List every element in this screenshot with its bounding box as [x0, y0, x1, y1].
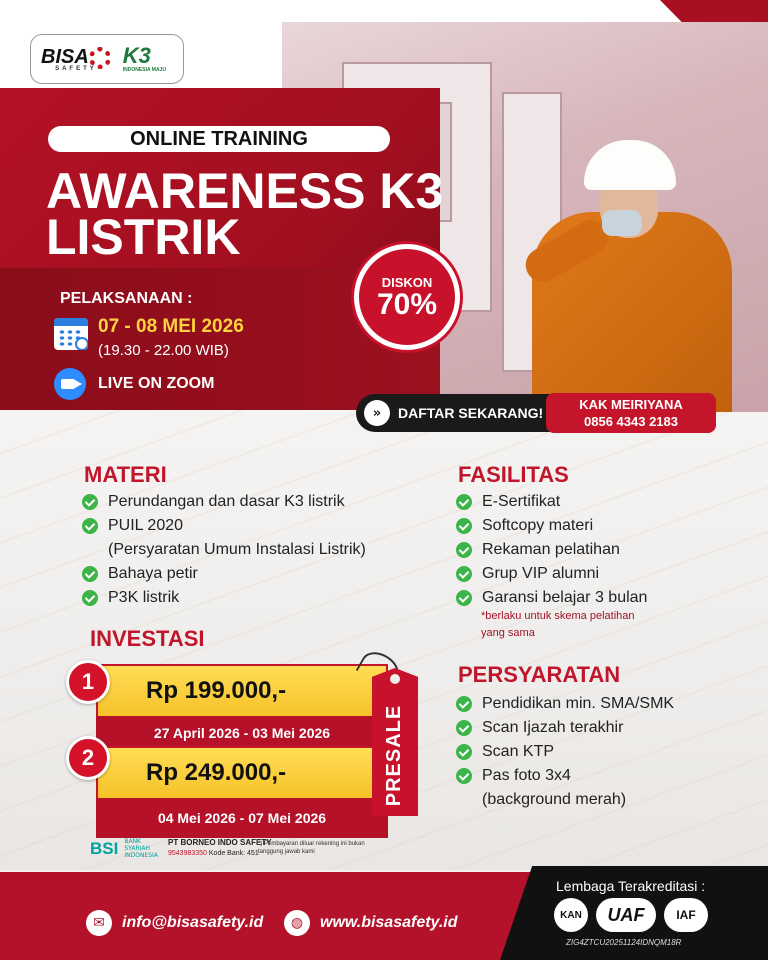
- price-period: 27 April 2026 - 03 Mei 2026: [96, 716, 388, 750]
- price-tier-2: [96, 746, 388, 834]
- accreditation-label: Lembaga Terakreditasi :: [556, 878, 706, 894]
- tag-hole: [390, 674, 400, 684]
- check-icon: [456, 542, 472, 558]
- footer-email[interactable]: ✉ info@bisasafety.id: [86, 910, 263, 936]
- list-item: E-Sertifikat: [456, 490, 647, 514]
- materi-list: [82, 490, 366, 610]
- register-label: DAFTAR SEKARANG!: [398, 405, 544, 421]
- discount-label: DISKON: [381, 274, 433, 290]
- zoom-camera-icon: [54, 368, 86, 400]
- contact-box[interactable]: [546, 393, 716, 433]
- check-icon: [456, 566, 472, 582]
- investasi-title: INVESTASI: [90, 626, 205, 651]
- bisa-safety-logo: BISA SAFETY: [41, 46, 111, 72]
- presale-label: PRESALE: [383, 704, 406, 806]
- calendar-icon: [54, 318, 88, 350]
- price-tier-1: [96, 664, 388, 752]
- uaf-logo: UAF: [596, 898, 656, 932]
- check-icon: [82, 518, 98, 534]
- list-item: PUIL 2020 (Persyaratan Umum Instalasi Listrik): [82, 514, 366, 562]
- iaf-logo: IAF: [664, 898, 708, 932]
- schedule-label: PELAKSANAAN :: [60, 290, 193, 307]
- list-item: Grup VIP alumni: [456, 562, 647, 586]
- price-value: Rp 249.000,-: [146, 759, 287, 786]
- discount-badge: [354, 244, 460, 350]
- list-item: Pendidikan min. SMA/SMK: [456, 692, 674, 716]
- double-chevron-right-icon: »: [364, 400, 390, 426]
- kan-logo: KAN: [554, 898, 588, 932]
- contact-phone: 0856 4343 2183: [584, 414, 678, 429]
- check-icon: [456, 768, 472, 784]
- list-item: Garansi belajar 3 bulan: [456, 586, 647, 610]
- title-line-1: AWARENESS K3: [46, 163, 444, 219]
- materi-title: MATERI: [84, 462, 167, 487]
- list-item: Scan KTP: [456, 740, 674, 764]
- accreditation-logos: [554, 898, 708, 932]
- persyaratan-list: [456, 692, 674, 812]
- bank-account: PT BORNEO INDO SAFETY 9543983350 Kode Bank: 451: [168, 838, 272, 857]
- k3-indonesia-logo: K3 INDONESIA MAJU: [122, 43, 166, 73]
- fasilitas-list: [456, 490, 647, 610]
- payment-note: *) Pembayaran diluar rekening ini bukan tanggung jawab kami: [258, 841, 365, 855]
- check-icon: [456, 518, 472, 534]
- list-item: Bahaya petir: [82, 562, 366, 586]
- list-item: Perundangan dan dasar K3 listrik: [82, 490, 366, 514]
- certificate-code: ZIG4ZTCU20251124IDNQM18R: [566, 938, 682, 947]
- tier-number-1: 1: [66, 660, 110, 704]
- title-line-2: LISTRIK: [46, 209, 241, 265]
- list-item: P3K listrik: [82, 586, 366, 610]
- persyaratan-title: PERSYARATAN: [458, 662, 621, 687]
- event-time: (19.30 - 22.00 WIB): [98, 342, 229, 359]
- list-item: Softcopy materi: [456, 514, 647, 538]
- check-icon: [456, 590, 472, 606]
- register-button[interactable]: [356, 394, 556, 432]
- globe-icon: ◍: [284, 910, 310, 936]
- tier-number-2: 2: [66, 736, 110, 780]
- training-format-pill: ONLINE TRAINING: [48, 126, 390, 152]
- list-item: Scan Ijazah terakhir: [456, 716, 674, 740]
- presale-label-wrap: [372, 700, 418, 810]
- check-icon: [82, 566, 98, 582]
- check-icon: [456, 744, 472, 760]
- mail-icon: ✉: [86, 910, 112, 936]
- price-period: 04 Mei 2026 - 07 Mei 2026: [96, 798, 388, 838]
- list-item: Pas foto 3x4 (background merah): [456, 764, 674, 812]
- check-icon: [82, 590, 98, 606]
- list-item: Rekaman pelatihan: [456, 538, 647, 562]
- bank-logo: BSI BANK SYARIAH INDONESIA: [90, 838, 158, 859]
- check-icon: [82, 494, 98, 510]
- fasilitas-note: *berlaku untuk skema pelatihan yang sama: [481, 610, 635, 639]
- price-value: Rp 199.000,-: [146, 677, 287, 704]
- contact-name: KAK MEIRIYANA: [579, 397, 683, 412]
- check-icon: [456, 696, 472, 712]
- event-platform: LIVE ON ZOOM: [98, 375, 215, 392]
- fasilitas-title: FASILITAS: [458, 462, 569, 487]
- check-icon: [456, 720, 472, 736]
- event-date: 07 - 08 MEI 2026: [98, 316, 244, 337]
- footer-website[interactable]: ◍ www.bisasafety.id: [284, 910, 458, 936]
- brand-logos: [30, 34, 184, 84]
- check-icon: [456, 494, 472, 510]
- discount-value: 70%: [376, 287, 438, 321]
